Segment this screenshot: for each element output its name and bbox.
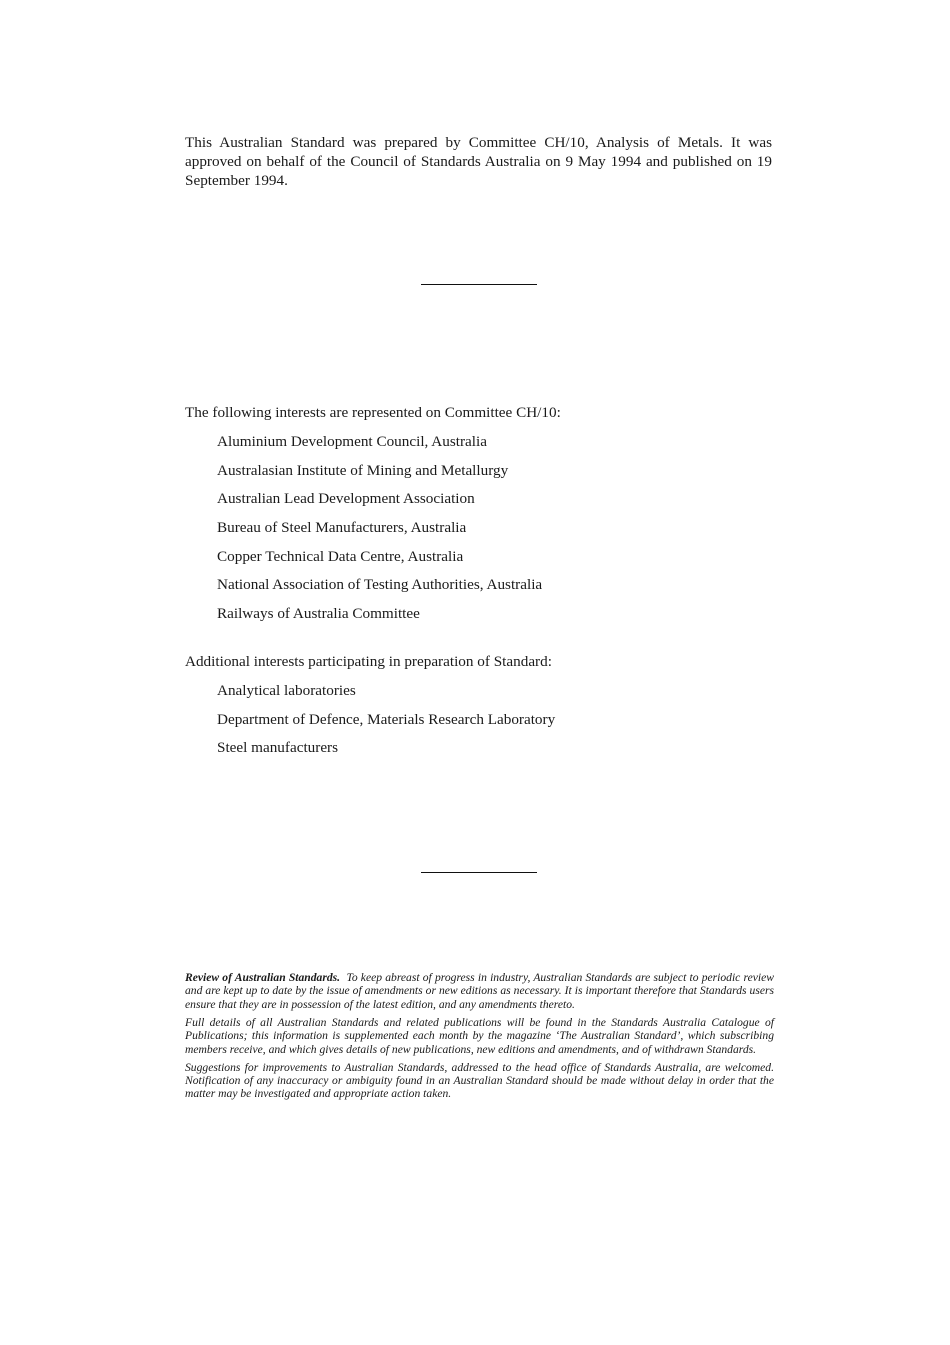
footer-notes — [185, 971, 774, 1105]
list-item: Analytical laboratories — [217, 682, 356, 699]
preparation-statement: This Australian Standard was prepared by Committee CH/10, Analysis of Metals. It was approved on behalf of the Council of Standards Australia on 9 May 1994 and published on 19 September 1994. — [185, 134, 772, 189]
list-item: Australasian Institute of Mining and Metallurgy — [217, 461, 509, 479]
committee-interests-heading: The following interests are represented on Committee CH/10: — [185, 404, 561, 421]
list-item: Bureau of Steel Manufacturers, Australia — [217, 519, 467, 537]
committee-interests-list — [185, 432, 785, 633]
review-note — [185, 971, 774, 1011]
committee-interests-section — [185, 403, 785, 633]
section-divider-bottom — [421, 872, 537, 873]
section-divider-top — [421, 284, 537, 285]
review-note-text: To keep abreast of progress in industry, Australian Standards are subject to periodic review and are kept up to date by the issue of amendments or new editions as necessary. It is important therefore that Standards users ensure that they are in possession of the latest edition, and any amendments thereto. — [185, 971, 774, 1011]
list-item: Department of Defence, Materials Research Laboratory — [217, 710, 556, 728]
list-item: Steel manufacturers — [217, 739, 339, 757]
additional-interests-section — [185, 652, 785, 767]
additional-interests-list — [185, 681, 785, 767]
list-item: Railways of Australia Committee — [217, 605, 420, 623]
list-item: National Association of Testing Authorities, Australia — [217, 576, 543, 594]
additional-interests-heading: Additional interests participating in preparation of Standard: — [185, 653, 552, 670]
list-item: Aluminium Development Council, Australia — [217, 433, 487, 450]
suggestions-note: Suggestions for improvements to Australian Standards, addressed to the head office of Standards Australia, are welcomed. Notification of any inaccuracy or ambiguity found in an Australian Standard should be made without delay in order that the matter may be investigated and appropriate action taken. — [185, 1060, 774, 1101]
list-item: Australian Lead Development Association — [217, 490, 475, 508]
catalogue-note: Full details of all Australian Standards and related publications will be found in the Standards Australia Catalogue of Publications; this information is supplemented each month by the magazine ‘The Australian Standard’, which subscribing members receive, and which gives details of new publications, new editions and amendments, and of withdrawn Standards. — [185, 1015, 774, 1056]
list-item: Copper Technical Data Centre, Australia — [217, 547, 464, 565]
review-note-title: Review of Australian Standards. — [185, 971, 341, 984]
